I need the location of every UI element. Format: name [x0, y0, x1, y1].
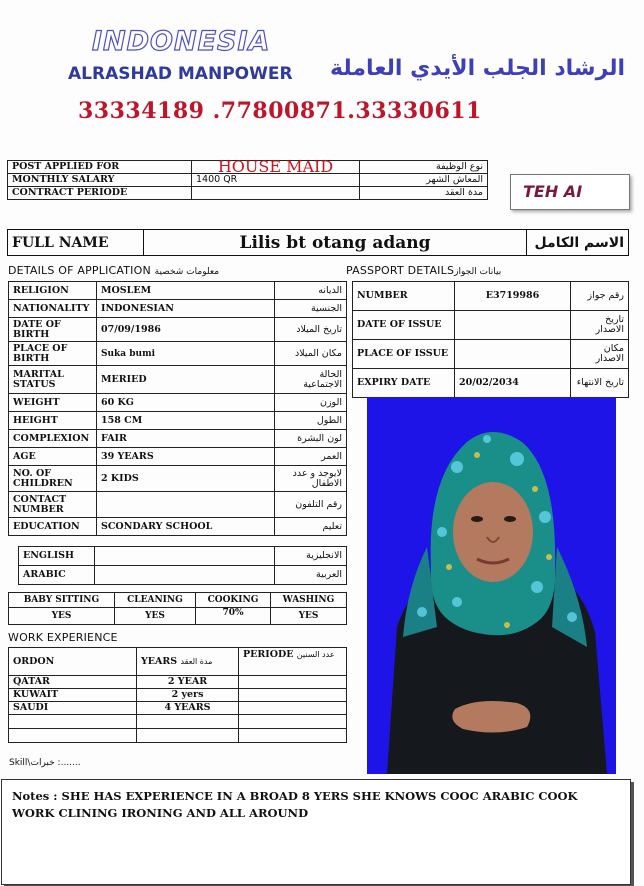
work-period: [239, 715, 347, 729]
detail-label-ar: مكان الميلاد: [275, 342, 347, 366]
table-row: [9, 300, 347, 318]
skill-header: COOKING: [196, 593, 271, 608]
detail-value: FAIR: [97, 430, 275, 448]
work-country: [9, 715, 137, 729]
detail-label-ar: العمر: [275, 448, 347, 466]
skill-header: WASHING: [270, 593, 346, 608]
table-row: [9, 466, 347, 492]
language-label-ar: العربية: [275, 566, 347, 585]
details-section-title: [8, 264, 219, 277]
salary-label-ar: المعاش الشهر: [360, 174, 488, 187]
languages-table: [18, 546, 347, 585]
contract-label: CONTRACT PERIODE: [8, 187, 192, 200]
passport-label: NUMBER: [353, 282, 455, 311]
work-table: [8, 647, 347, 743]
skill-value: YES: [270, 608, 346, 625]
details-title-ar: معلومات شخصية: [154, 267, 220, 277]
table-row: [9, 676, 347, 689]
table-row: [353, 311, 629, 340]
work-country: KUWAIT: [9, 689, 137, 702]
work-col-years-ar: مدة العقد: [180, 656, 213, 666]
work-section-title: WORK EXPERIENCE: [8, 631, 118, 644]
passport-value: [455, 311, 571, 340]
work-years: 2 yers: [137, 689, 239, 702]
detail-value: MERIED: [97, 366, 275, 394]
details-table: [8, 281, 347, 536]
phone-numbers: 33334189 .77800871.33330611: [78, 98, 482, 124]
work-period: [239, 729, 347, 743]
company-name: ALRASHAD MANPOWER: [68, 64, 293, 84]
detail-value: [97, 492, 275, 518]
detail-value: 2 KIDS: [97, 466, 275, 492]
work-period: [239, 676, 347, 689]
skill-header: BABY SITTING: [9, 593, 115, 608]
agent-badge: TEH AI: [510, 174, 630, 210]
work-col-period-ar: عدد السنين: [296, 650, 335, 659]
country-title: INDONESIA: [92, 26, 271, 57]
table-row: [9, 608, 347, 625]
company-name-arabic: الرشاد الجلب الأيدي العاملة: [330, 56, 626, 81]
contract-label-ar: مدة العقد: [360, 187, 488, 200]
detail-value: 60 KG: [97, 394, 275, 412]
detail-value: 07/09/1986: [97, 318, 275, 342]
work-col-period: [239, 648, 347, 676]
detail-label: HEIGHT: [9, 412, 97, 430]
passport-label: EXPIRY DATE: [353, 369, 455, 398]
full-name-value: Lilis bt otang adang: [144, 230, 527, 256]
salary-value: 1400 QR: [192, 174, 360, 187]
detail-label-ar: تعليم: [275, 518, 347, 536]
skills-table: [8, 592, 347, 625]
detail-label-ar: الديانه: [275, 282, 347, 300]
full-name-table: [7, 229, 629, 256]
language-label: ARABIC: [19, 566, 95, 585]
contract-value: [192, 187, 360, 200]
table-row: [9, 492, 347, 518]
passport-value: 20/02/2034: [455, 369, 571, 398]
detail-label: RELIGION: [9, 282, 97, 300]
table-row: [353, 282, 629, 311]
work-period: [239, 702, 347, 715]
detail-value: 158 CM: [97, 412, 275, 430]
skill-value: YES: [9, 608, 115, 625]
passport-title: PASSPORT DETAILS: [346, 264, 455, 277]
detail-value: INDONESIAN: [97, 300, 275, 318]
detail-label: DATE OF BIRTH: [9, 318, 97, 342]
detail-label: EDUCATION: [9, 518, 97, 536]
detail-label-ar: رقم التلفون: [275, 492, 347, 518]
table-row: [9, 430, 347, 448]
detail-value: MOSLEM: [97, 282, 275, 300]
passport-table: [352, 281, 629, 398]
table-row: [9, 593, 347, 608]
work-period: [239, 689, 347, 702]
table-row: [9, 729, 347, 743]
skill-value: 70%: [196, 608, 271, 625]
work-years: [137, 715, 239, 729]
detail-label: PLACE OF BIRTH: [9, 342, 97, 366]
passport-label: PLACE OF ISSUE: [353, 340, 455, 369]
detail-label-ar: الطول: [275, 412, 347, 430]
post-label-ar: نوع الوظيفة: [360, 161, 488, 174]
passport-label-ar: تاريخ الانتهاء: [571, 369, 629, 398]
detail-label-ar: الوزن: [275, 394, 347, 412]
detail-label: WEIGHT: [9, 394, 97, 412]
work-years: [137, 729, 239, 743]
table-row: [9, 702, 347, 715]
language-value: [95, 566, 275, 585]
work-col-period-label: PERIODE: [243, 649, 294, 660]
detail-label: COMPLEXION: [9, 430, 97, 448]
details-title: DETAILS OF APPLICATION: [8, 264, 151, 277]
table-row: [19, 547, 347, 566]
table-row: [9, 689, 347, 702]
table-row: [9, 448, 347, 466]
salary-label: MONTHLY SALARY: [8, 174, 192, 187]
table-row: [19, 566, 347, 585]
work-country: [9, 729, 137, 743]
detail-label: CONTACT NUMBER: [9, 492, 97, 518]
language-label: ENGLISH: [19, 547, 95, 566]
table-row: [9, 412, 347, 430]
applicant-photo-illustration: [367, 397, 616, 774]
detail-value: Suka bumi: [97, 342, 275, 366]
work-country: QATAR: [9, 676, 137, 689]
table-row: [9, 394, 347, 412]
table-row: [9, 648, 347, 676]
post-value: HOUSE MAID: [192, 161, 360, 174]
table-row: [9, 715, 347, 729]
detail-label-ar: الجنسية: [275, 300, 347, 318]
passport-section-title: [346, 264, 501, 277]
detail-label-ar: لون البشرة: [275, 430, 347, 448]
table-row: [353, 369, 629, 398]
detail-label-ar: الحالة الاجتماعية: [275, 366, 347, 394]
detail-label: NATIONALITY: [9, 300, 97, 318]
skill-header: CLEANING: [114, 593, 195, 608]
detail-label: AGE: [9, 448, 97, 466]
detail-value: 39 YEARS: [97, 448, 275, 466]
language-label-ar: الانجليزية: [275, 547, 347, 566]
post-table: [7, 157, 488, 200]
passport-value: E3719986: [455, 282, 571, 311]
work-col-country: ORDON: [9, 648, 137, 676]
work-col-years-label: YEARS: [141, 655, 178, 667]
work-years: 4 YEARS: [137, 702, 239, 715]
skill-line: Skill\خبرات :.......: [9, 758, 81, 768]
passport-title-ar: بيانات الجواز: [454, 267, 502, 277]
work-country: SAUDI: [9, 702, 137, 715]
full-name-label-ar: الاسم الكامل: [527, 230, 629, 256]
table-row: [9, 518, 347, 536]
skill-value: YES: [114, 608, 195, 625]
language-value: [95, 547, 275, 566]
passport-label: DATE OF ISSUE: [353, 311, 455, 340]
passport-label-ar: رقم جواز: [571, 282, 629, 311]
table-row: [9, 366, 347, 394]
detail-label-ar: لايوجد و عدد الاطفال: [275, 466, 347, 492]
full-name-label: FULL NAME: [8, 230, 144, 256]
notes-box: Notes : SHE HAS EXPERIENCE IN A BROAD 8 YERS SHE KNOWS COOC ARABIC COOK WORK CLINING IRONING AND ALL AROUND: [1, 779, 631, 885]
detail-label: MARITAL STATUS: [9, 366, 97, 394]
table-row: [9, 342, 347, 366]
table-row: [353, 340, 629, 369]
work-col-years: [137, 648, 239, 676]
table-row: [9, 282, 347, 300]
post-label: POST APPLIED FOR: [8, 161, 192, 174]
detail-label-ar: تاريخ الميلاد: [275, 318, 347, 342]
work-years: 2 YEAR: [137, 676, 239, 689]
passport-label-ar: مكان الاصدار: [571, 340, 629, 369]
applicant-photo: [367, 397, 616, 774]
detail-value: SCONDARY SCHOOL: [97, 518, 275, 536]
passport-value: [455, 340, 571, 369]
table-row: [9, 318, 347, 342]
detail-label: NO. OF CHILDREN: [9, 466, 97, 492]
passport-label-ar: تاريخ الاصدار: [571, 311, 629, 340]
